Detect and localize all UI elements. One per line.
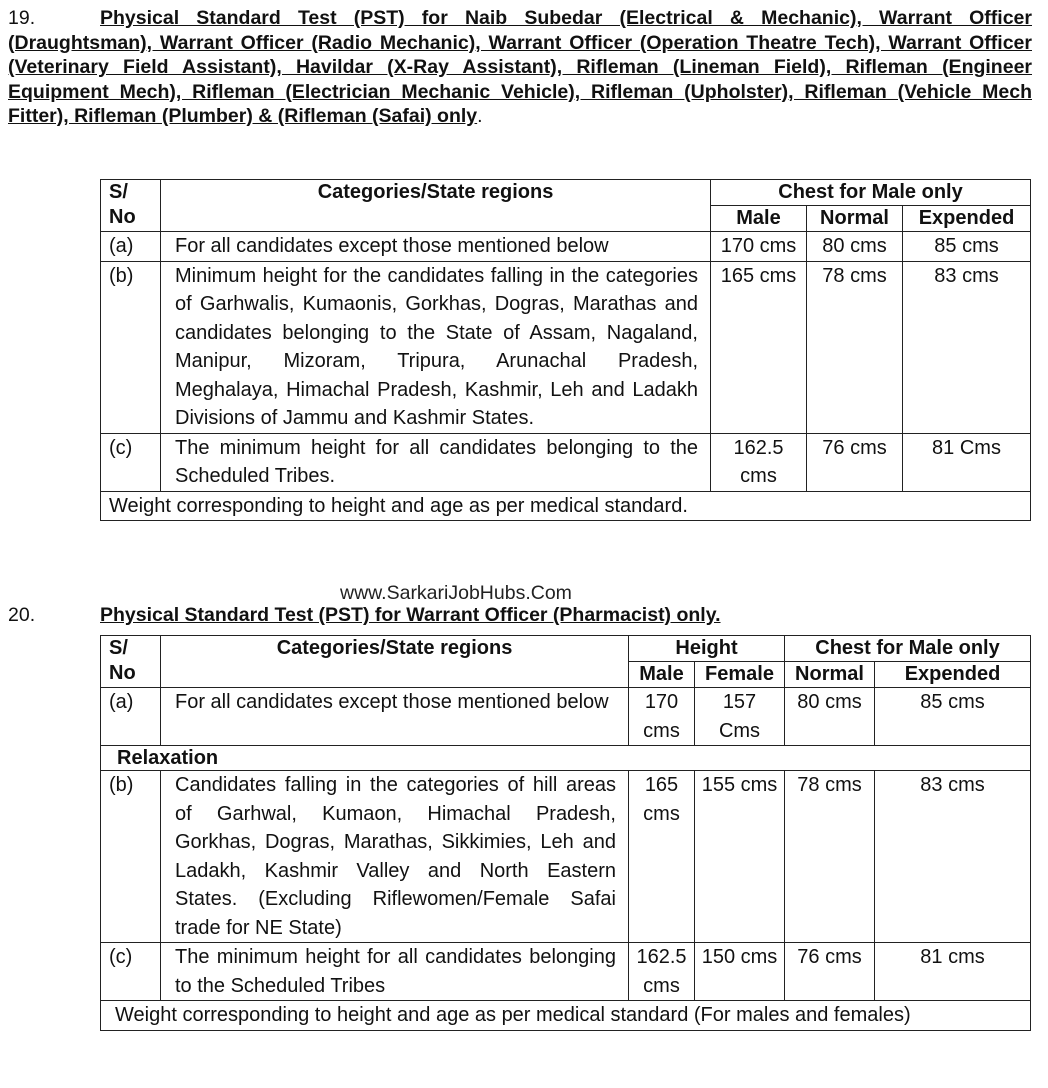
weight-note: Weight corresponding to height and age as per medical standard (For males and females) [101,1001,1031,1031]
row-sno: (b) [101,771,161,943]
section-19-title-end: . [477,105,483,127]
row-normal: 78 cms [807,261,903,433]
row-normal: 76 cms [807,433,903,491]
expanded-header: Expended [903,206,1031,232]
row-expanded: 81 Cms [903,433,1031,491]
normal-header: Normal [807,206,903,232]
table-row [101,232,1031,262]
table-header-row [101,180,1031,206]
section-20-table [100,635,1031,1031]
section-20-title: Physical Standard Test (PST) for Warrant Officer (Pharmacist) only. [100,604,721,626]
row-male: 162.5 cms [629,943,695,1001]
section-19-table [100,179,1031,521]
row-female: 157 Cms [695,688,785,746]
table-header-row [101,636,1031,662]
row-male: 170 cms [629,688,695,746]
table-row [101,433,1031,491]
row-normal: 80 cms [807,232,903,262]
row-female: 155 cms [695,771,785,943]
categories-header: Categories/State regions [161,636,629,688]
section-20-number: 20. [8,604,36,626]
row-description: Candidates falling in the categories of hill areas of Garhwal, Kumaon, Himachal Pradesh, Gorkhas, Dogras, Marathas, Sikkimies, Leh and Ladakh, Kashmir Valley and North Eastern States. (Excluding Riflewomen/Female Safai trade for NE State) [161,771,629,943]
table-row [101,943,1031,1001]
table-row [101,261,1031,433]
row-sno: (c) [101,943,161,1001]
table-footer-row [101,491,1031,521]
row-male: 165 cms [629,771,695,943]
row-sno: (a) [101,232,161,262]
categories-header: Categories/State regions [161,180,711,232]
row-description: Minimum height for the candidates falling in the categories of Garhwalis, Kumaonis, Gorkhas, Dogras, Marathas and candidates belonging to the State of Assam, Nagaland, Manipur, Mizoram, Tripura, Arunachal Pradesh, Meghalaya, Himachal Pradesh, Kashmir, Leh and Ladakh Divisions of Jammu and Kashmir States. [161,261,711,433]
table-row [101,688,1031,746]
row-expanded: 85 cms [903,232,1031,262]
chest-group-header: Chest for Male only [711,180,1031,206]
row-sno: (a) [101,688,161,746]
row-male: 162.5 cms [711,433,807,491]
row-normal: 80 cms [785,688,875,746]
row-expanded: 85 cms [875,688,1031,746]
male-header: Male [629,662,695,688]
row-male: 165 cms [711,261,807,433]
row-sno: (b) [101,261,161,433]
row-expanded: 81 cms [875,943,1031,1001]
row-description: The minimum height for all candidates belonging to the Scheduled Tribes. [161,433,711,491]
table-row [101,771,1031,943]
row-expanded: 83 cms [903,261,1031,433]
row-expanded: 83 cms [875,771,1031,943]
section-19-heading [8,6,1032,129]
row-male: 170 cms [711,232,807,262]
row-normal: 78 cms [785,771,875,943]
relaxation-row [101,746,1031,771]
watermark: www.SarkariJobHubs.Com [340,582,572,604]
female-header: Female [695,662,785,688]
sno-header: S/ No [101,180,161,232]
row-female: 150 cms [695,943,785,1001]
normal-header: Normal [785,662,875,688]
section-20-heading [8,603,1032,628]
height-group-header: Height [629,636,785,662]
row-description: For all candidates except those mentioned below [161,232,711,262]
expanded-header: Expended [875,662,1031,688]
section-19-title: Physical Standard Test (PST) for Naib Subedar (Electrical & Mechanic), Warrant Officer (Draughtsman), Warrant Officer (Radio Mechanic), Warrant Officer (Operation Theatre Tech), Warrant Officer (Veterinary Field Assistant), Havildar (X-Ray Assistant), Rifleman (Lineman Field), Rifleman (Engineer Equipment Mech), Rifleman (Electrician Mechanic Vehicle), Rifleman (Upholster), Rifleman (Vehicle Mech Fitter), Rifleman (Plumber) & (Rifleman (Safai) only [8,7,1032,127]
weight-note: Weight corresponding to height and age as per medical standard. [101,491,1031,521]
relaxation-label: Relaxation [101,746,1031,771]
row-sno: (c) [101,433,161,491]
table-footer-row [101,1001,1031,1031]
row-description: For all candidates except those mentioned below [161,688,629,746]
chest-group-header: Chest for Male only [785,636,1031,662]
section-19-number: 19. [8,7,36,29]
male-header: Male [711,206,807,232]
row-description: The minimum height for all candidates belonging to the Scheduled Tribes [161,943,629,1001]
row-normal: 76 cms [785,943,875,1001]
sno-header: S/ No [101,636,161,688]
